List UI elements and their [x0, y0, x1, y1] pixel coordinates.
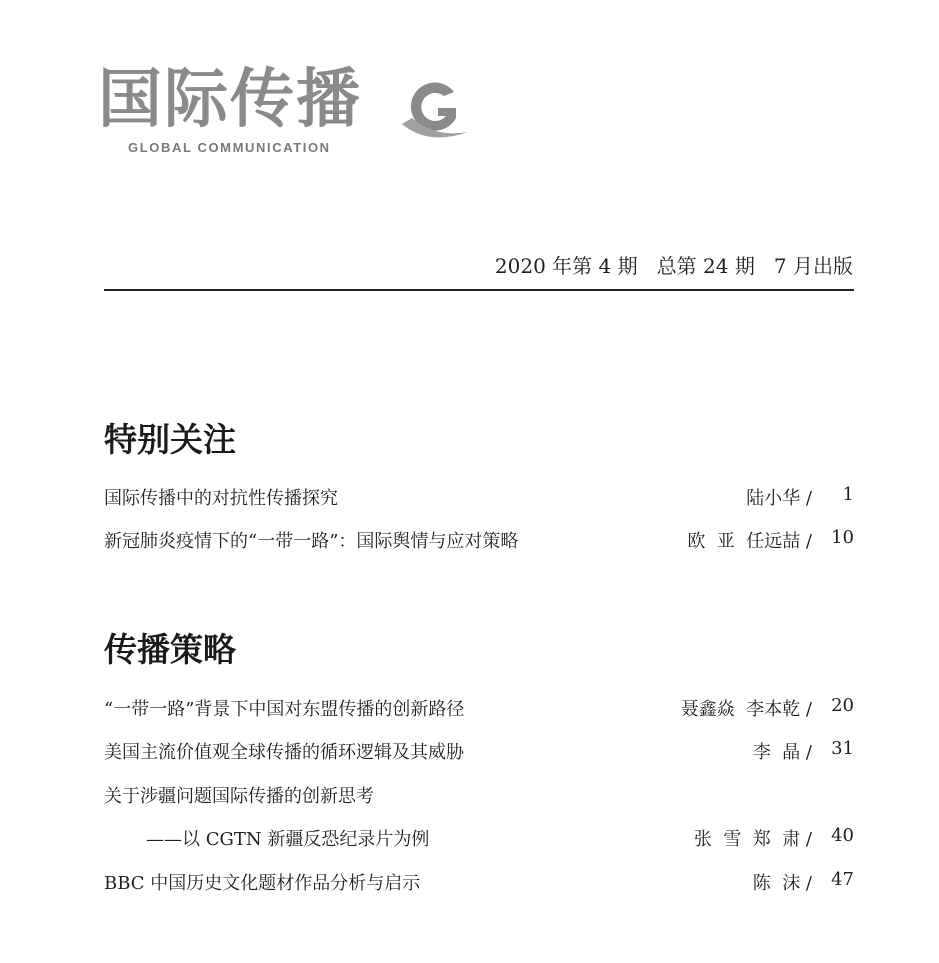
- toc-entry-authors: 聂鑫焱 李本乾 /: [680, 699, 812, 720]
- toc-entry-title: “一带一路”背景下中国对东盟传播的创新路径: [104, 699, 465, 720]
- section-heading-strategy: 传播策略: [104, 630, 236, 669]
- toc-entry[interactable]: [104, 738, 854, 768]
- issue-info: 2020 年第 4 期 总第 24 期 7 月出版: [494, 254, 853, 278]
- toc-entry-authors: 李 晶 /: [752, 742, 812, 763]
- toc-entry-title: BBC 中国历史文化题材作品分析与启示: [104, 873, 421, 894]
- toc-entry-authors: 陆小华 /: [746, 488, 812, 509]
- toc-entry-title: 新冠肺炎疫情下的“一带一路”：国际舆情与应对策略: [104, 531, 519, 552]
- toc-entry[interactable]: [104, 869, 854, 899]
- toc-entry-authors: 陈 沫 /: [752, 873, 812, 894]
- masthead: [98, 62, 478, 162]
- toc-entry[interactable]: [104, 695, 854, 725]
- toc-entry[interactable]: [104, 484, 854, 514]
- toc-entry-subtitle-row[interactable]: [104, 825, 854, 855]
- g-swoosh-logo-icon: [398, 72, 470, 144]
- masthead-title: 国际传播: [98, 63, 362, 137]
- toc-entry[interactable]: [104, 782, 854, 812]
- toc-entry-title: 美国主流价值观全球传播的循环逻辑及其威胁: [104, 742, 464, 763]
- toc-entry-page: 31: [831, 738, 854, 759]
- toc-entry-page: 1: [842, 484, 854, 505]
- section-heading-special-focus: 特别关注: [104, 420, 236, 459]
- toc-entry-authors: 张 雪 郑 肃 /: [693, 829, 812, 850]
- toc-entry-page: 20: [831, 695, 854, 716]
- toc-entry-page: 47: [831, 869, 854, 890]
- toc-entry-authors: 欧 亚 任远喆 /: [687, 531, 812, 552]
- masthead-subtitle: GLOBAL COMMUNICATION: [128, 140, 331, 155]
- toc-entry[interactable]: [104, 527, 854, 557]
- toc-entry-page: 40: [831, 825, 854, 846]
- toc-entry-title: 国际传播中的对抗性传播探究: [104, 488, 338, 509]
- toc-entry-page: 10: [831, 527, 854, 548]
- header-divider: [104, 289, 854, 291]
- toc-entry-title: 关于涉疆问题国际传播的创新思考: [104, 786, 374, 807]
- toc-entry-subtitle: ——以 CGTN 新疆反恐纪录片为例: [146, 829, 430, 850]
